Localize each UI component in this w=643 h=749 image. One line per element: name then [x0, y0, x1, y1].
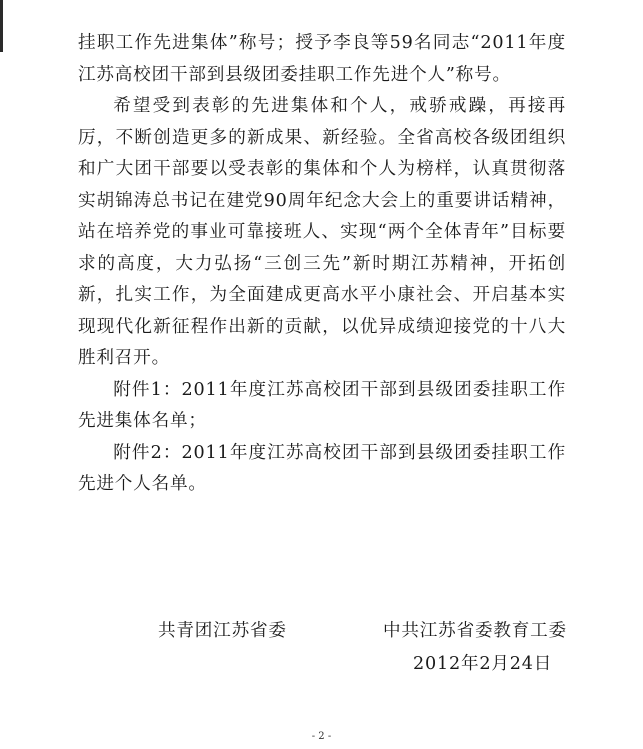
document-body	[78, 28, 566, 501]
document-date: 2012年2月24日	[413, 654, 553, 674]
scan-edge-mark	[0, 0, 3, 52]
attachment-2: 附件2：2011年度江苏高校团干部到县级团委挂职工作先进个人名单。	[78, 442, 566, 494]
signature-education-committee: 中共江苏省委教育工委	[383, 621, 567, 641]
attachment-1: 附件1：2011年度江苏高校团干部到县级团委挂职工作先进集体名单；	[78, 379, 566, 431]
paragraph-hope: 希望受到表彰的先进集体和个人，戒骄戒躁，再接再厉，不断创造更多的新成果、新经验。全省高校各级团组织和广大团干部要以受表彰的集体和个人为榜样，认真贯彻落实胡锦涛总书记在建党90周年纪念大会上的重要讲话精神，站在培养党的事业可靠接班人、实现“两个全体青年”目标要求的高度，大力弘扬“三创三先”新时期江苏精神，开拓创新，扎实工作，为全面建成更高水平小康社会、开启基本实现现代化新征程作出新的贡献，以优异成绩迎接党的十八大胜利召开。	[78, 96, 566, 368]
paragraph-continuation: 挂职工作先进集体”称号；授予李良等59名同志“2011年度江苏高校团干部到县级团委挂职工作先进个人”称号。	[78, 33, 566, 85]
signature-youth-league: 共青团江苏省委	[158, 621, 287, 641]
page-number: - 2 -	[311, 731, 332, 742]
